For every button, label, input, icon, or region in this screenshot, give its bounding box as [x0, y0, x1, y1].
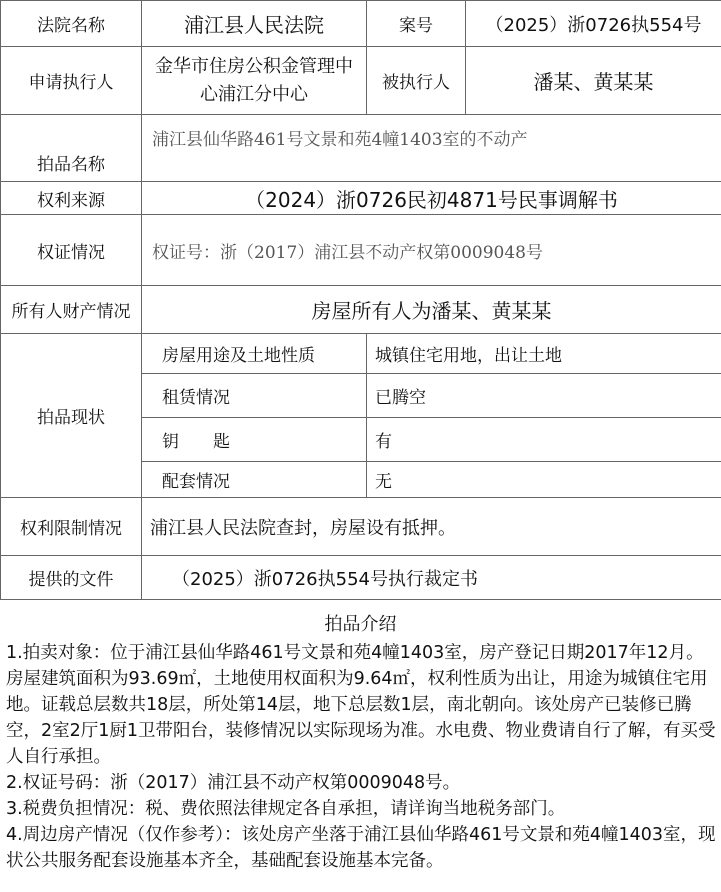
- status-row-value: 无: [367, 462, 721, 498]
- status-row-value: 城镇住宅用地，出让土地: [367, 334, 721, 374]
- owner-value: 房屋所有人为潘某、黄某某: [142, 286, 721, 334]
- documents-label: 提供的文件: [1, 556, 142, 600]
- status-row-label: 配套情况: [142, 462, 367, 498]
- court-value: 浦江县人民法院: [142, 1, 367, 47]
- intro-title: 拍品介绍: [324, 614, 397, 635]
- item-value: 浦江县仙华路461号文景和苑4幢1403室的不动产: [142, 115, 721, 182]
- respondent-value: 潘某、黄某某: [466, 47, 721, 115]
- applicant-value: 金华市住房公积金管理中心浦江分中心: [142, 47, 367, 115]
- status-row-label: 租赁情况: [142, 374, 367, 418]
- court-label: 法院名称: [1, 1, 142, 47]
- documents-value: （2025）浙0726执554号执行裁定书: [142, 556, 721, 600]
- case-value: （2025）浙0726执554号: [466, 1, 721, 47]
- status-row-label: 钥 匙: [142, 418, 367, 462]
- status-label: 拍品现状: [1, 334, 142, 498]
- intro-paragraph: 4.周边房产情况（仅作参考）：该处房产坐落于浦江县仙华路461号文景和苑4幢1403室，现状公共服务配套设施基本齐全，基础配套设施基本完备。: [6, 825, 716, 871]
- case-label: 案号: [367, 1, 466, 47]
- certificate-label: 权证情况: [1, 215, 142, 286]
- restriction-value: 浦江县人民法院查封，房屋设有抵押。: [142, 498, 721, 556]
- restriction-label: 权利限制情况: [1, 498, 142, 556]
- status-row-value: 已腾空: [367, 374, 721, 418]
- item-label: 拍品名称: [1, 115, 142, 182]
- right-source-value: （2024）浙0726民初4871号民事调解书: [142, 182, 721, 215]
- status-row-value: 有: [367, 418, 721, 462]
- auction-intro: [0, 612, 721, 874]
- intro-paragraph: 2.权证号码：浙（2017）浦江县不动产权第0009048号。: [6, 773, 461, 793]
- certificate-value: 权证号：浙（2017）浦江县不动产权第0009048号: [142, 215, 721, 286]
- applicant-label: 申请执行人: [1, 47, 142, 115]
- intro-paragraph: 3.税费负担情况：税、费依照法律规定各自承担，请详询当地税务部门。: [6, 799, 566, 819]
- owner-label: 所有人财产情况: [1, 286, 142, 334]
- intro-paragraph: 1.拍卖对象：位于浦江县仙华路461号文景和苑4幢1403室，房产登记日期2017年12月。房屋建筑面积为93.69㎡，土地使用权面积为9.64㎡，权利性质为出让，用途为城镇住宅用地。证载总层数共18层，所处第14层，地下总层数1层，南北朝向。该处房产已装修已腾空，2室2厅1厨1卫带阳台，装修情况以实际现场为准。水电费、物业费请自行了解，有买受人自行承担。: [6, 643, 716, 767]
- respondent-label: 被执行人: [367, 47, 466, 115]
- status-row-label: 房屋用途及土地性质: [142, 334, 367, 374]
- right-source-label: 权利来源: [1, 182, 142, 215]
